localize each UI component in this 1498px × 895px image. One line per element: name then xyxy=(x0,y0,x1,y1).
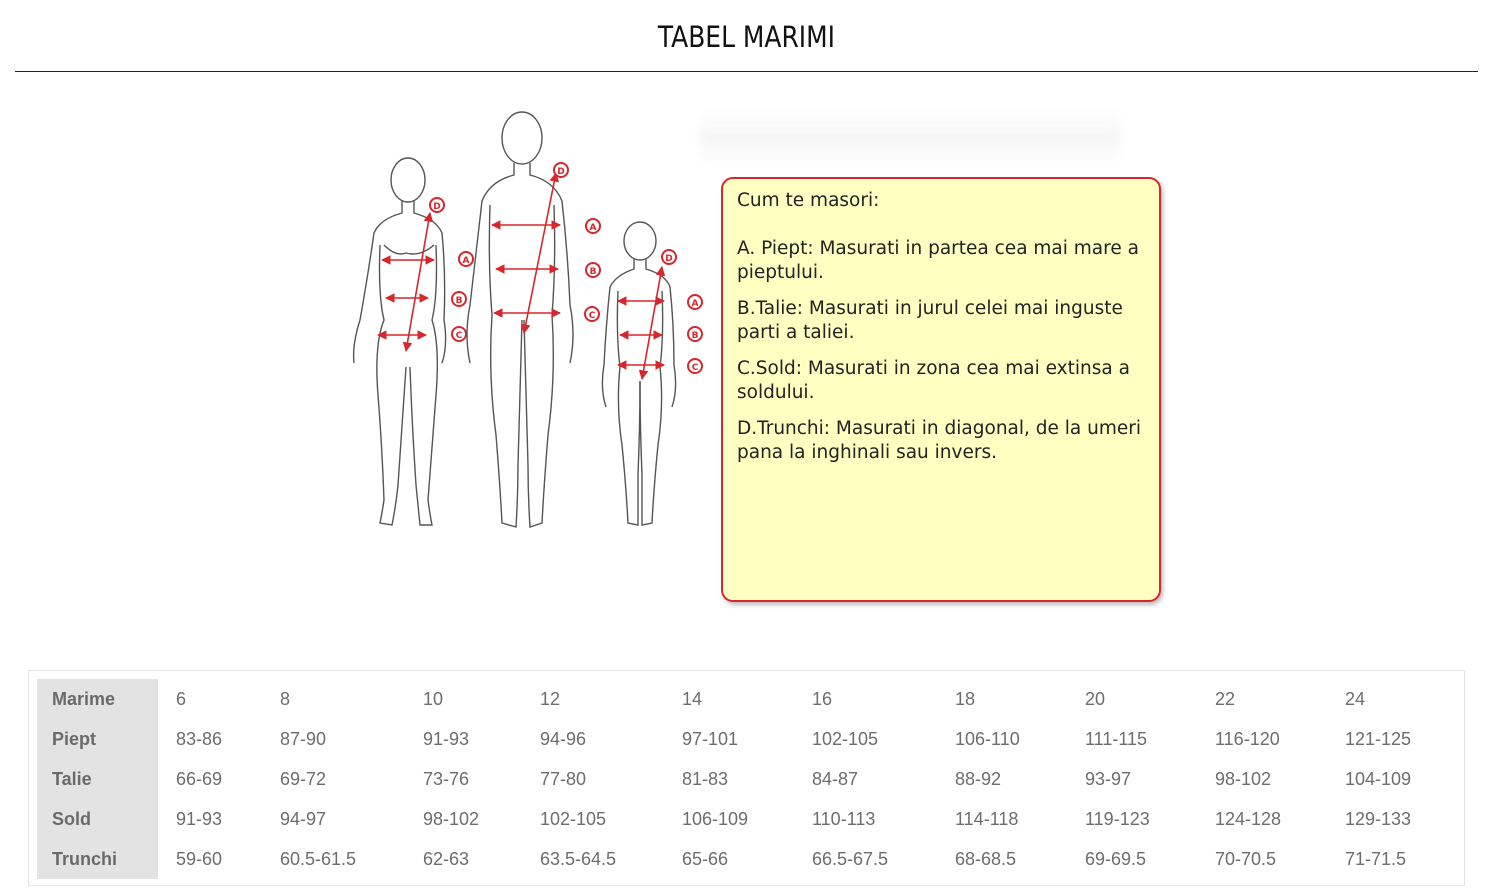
instructions-intro: Cum te masori: xyxy=(737,190,880,211)
table-cell: 14 xyxy=(682,688,703,709)
table-cell: 129-133 xyxy=(1345,808,1412,829)
table-cell: 22 xyxy=(1215,688,1236,709)
table-cell: 94-97 xyxy=(280,808,327,829)
size-row xyxy=(37,679,1447,719)
table-cell: 94-96 xyxy=(540,728,587,749)
table-cell: 87-90 xyxy=(280,728,327,749)
table-cell: 91-93 xyxy=(176,808,223,829)
child-measure-lines xyxy=(618,267,664,379)
table-cell: 6 xyxy=(176,688,187,709)
title-divider xyxy=(15,71,1478,72)
table-cell: 8 xyxy=(280,688,291,709)
table-cell: 106-109 xyxy=(682,808,749,829)
table-cell: 102-105 xyxy=(812,728,879,749)
table-cell: 93-97 xyxy=(1085,768,1132,789)
table-cell: 71-71.5 xyxy=(1345,848,1407,869)
table-cell: 69-72 xyxy=(280,768,327,789)
table-cell: 10 xyxy=(423,688,444,709)
woman-figure xyxy=(354,158,446,525)
table-cell: 73-76 xyxy=(423,768,470,789)
table-cell: 66.5-67.5 xyxy=(812,848,889,869)
page-title: TABEL MARIMI xyxy=(657,20,836,54)
svg-text:A: A xyxy=(589,223,597,233)
woman-measure-lines xyxy=(378,213,434,351)
instruction-waist: B.Talie: Masurati in jurul celei mai inguste parti a taliei. xyxy=(737,298,1123,343)
row-label: Sold xyxy=(37,799,158,839)
svg-text:B: B xyxy=(589,267,597,277)
row-label: Marime xyxy=(37,679,158,719)
table-cell: 98-102 xyxy=(423,808,480,829)
table-cell: 24 xyxy=(1345,688,1366,709)
row-label: Piept xyxy=(37,719,158,759)
instruction-chest: A. Piept: Masurati in partea cea mai mare a pieptului. xyxy=(737,238,1139,283)
table-cell: 77-80 xyxy=(540,768,587,789)
instruction-torso: D.Trunchi: Masurati in diagonal, de la umeri pana la inghinali sau invers. xyxy=(737,418,1142,463)
table-cell: 66-69 xyxy=(176,768,223,789)
table-cell: 20 xyxy=(1085,688,1106,709)
background-smudge xyxy=(700,108,1120,168)
svg-text:D: D xyxy=(433,202,441,212)
row-label: Trunchi xyxy=(37,839,158,879)
svg-text:D: D xyxy=(665,254,673,264)
child-markers xyxy=(662,250,702,373)
table-cell: 106-110 xyxy=(955,728,1020,749)
table-cell: 65-66 xyxy=(682,848,729,869)
table-cell: 119-123 xyxy=(1085,808,1150,829)
man-markers xyxy=(554,163,600,321)
table-cell: 104-109 xyxy=(1345,768,1412,789)
table-cell: 111-115 xyxy=(1085,728,1148,749)
table-cell: 97-101 xyxy=(682,728,739,749)
table-cell: 60.5-61.5 xyxy=(280,848,357,869)
table-cell: 124-128 xyxy=(1215,808,1282,829)
table-cell: 18 xyxy=(955,688,976,709)
torso-row xyxy=(37,839,1447,879)
table-cell: 102-105 xyxy=(540,808,607,829)
man-measure-lines xyxy=(492,173,560,333)
table-cell: 91-93 xyxy=(423,728,470,749)
svg-text:D: D xyxy=(557,167,565,177)
child-figure xyxy=(602,222,675,525)
waist-row xyxy=(37,759,1447,799)
table-cell: 62-63 xyxy=(423,848,470,869)
table-cell: 114-118 xyxy=(955,808,1019,829)
table-cell: 63.5-64.5 xyxy=(540,848,617,869)
size-table-container xyxy=(28,670,1465,886)
table-cell: 110-113 xyxy=(812,808,876,829)
hip-row xyxy=(37,799,1447,839)
table-cell: 69-69.5 xyxy=(1085,848,1147,869)
table-cell: 88-92 xyxy=(955,768,1002,789)
svg-text:A: A xyxy=(691,299,699,309)
table-cell: 116-120 xyxy=(1215,728,1280,749)
svg-text:B: B xyxy=(691,331,699,341)
instruction-hip: C.Sold: Masurati in zona cea mai extinsa a soldului. xyxy=(737,358,1130,403)
table-cell: 16 xyxy=(812,688,833,709)
table-cell: 84-87 xyxy=(812,768,859,789)
svg-text:C: C xyxy=(691,363,699,373)
table-cell: 59-60 xyxy=(176,848,223,869)
table-cell: 83-86 xyxy=(176,728,223,749)
table-cell: 81-83 xyxy=(682,768,729,789)
svg-text:A: A xyxy=(462,256,470,266)
table-cell: 68-68.5 xyxy=(955,848,1017,869)
size-table xyxy=(37,679,1447,879)
chest-row xyxy=(37,719,1447,759)
table-cell: 98-102 xyxy=(1215,768,1272,789)
row-label: Talie xyxy=(37,759,158,799)
table-cell: 70-70.5 xyxy=(1215,848,1277,869)
svg-text:B: B xyxy=(455,296,463,306)
svg-text:C: C xyxy=(455,331,463,341)
table-cell: 12 xyxy=(540,688,561,709)
measurement-figures-illustration xyxy=(340,105,730,545)
table-cell: 121-125 xyxy=(1345,728,1412,749)
measuring-instructions-box xyxy=(721,177,1161,602)
svg-text:C: C xyxy=(588,311,596,321)
